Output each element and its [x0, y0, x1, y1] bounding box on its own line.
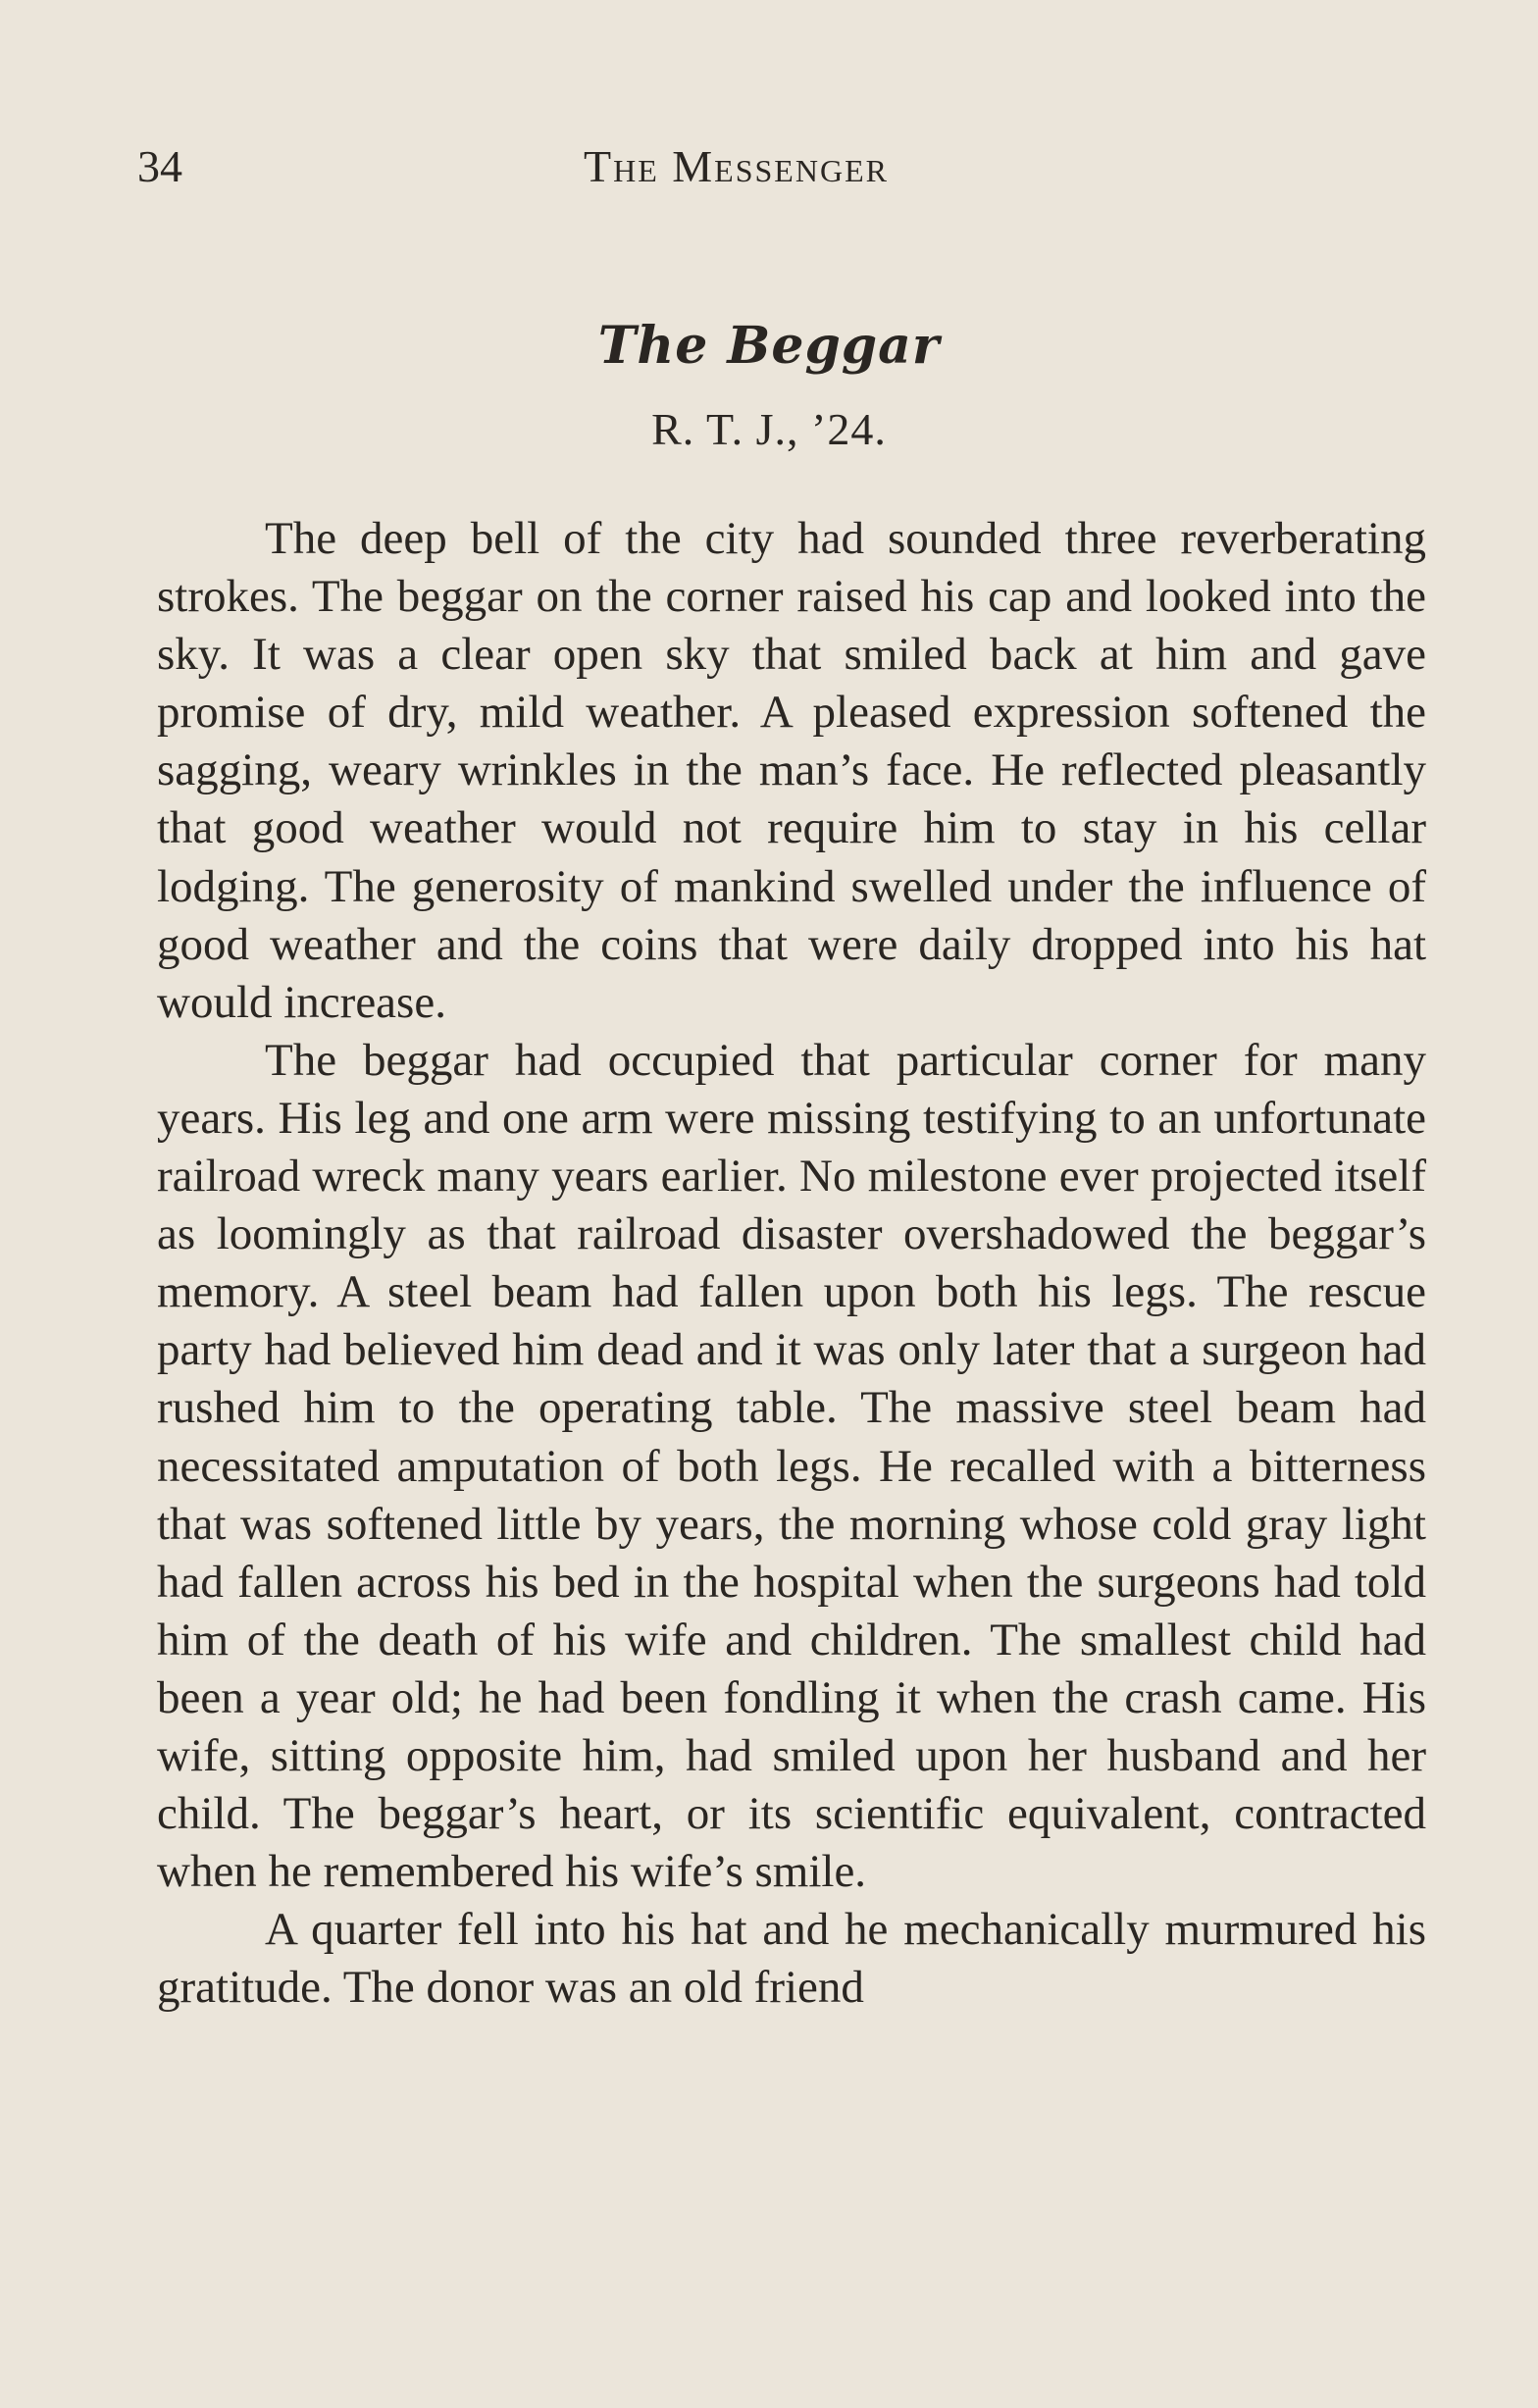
paragraph-1: The deep bell of the city had sounded three reverberating strokes. The beggar on the corner raised his cap and looked into the sky. It was a clear open sky that smiled back at him and gave promise of dry, mild weather. A pleased expression softened the sagging, weary wrinkles in the man’s face. He reflected pleasantly that good weather would not require him to stay in his cellar lodging. The generosity of mankind swelled under the influence of good weather and the coins that were daily dropped into his hat would increase. — [157, 513, 1426, 1028]
paragraph-2: The beggar had occupied that particular corner for many years. His leg and one arm were missing testifying to an unfortunate railroad wreck many years earlier. No milestone ever projected itself as loomingly as that railroad disaster overshadowed the beggar’s memory. A steel beam had fallen upon both his legs. The rescue party had believed him dead and it was only later that a surgeon had rushed him to the operating table. The massive steel beam had necessitated amputation of both legs. He recalled with a bitterness that was softened little by years, the morning whose cold gray light had fallen across his bed in the hospital when the surgeons had told him of the death of his wife and children. The smallest child had been a year old; he had been fondling it when the crash came. His wife, sitting opposite him, had smiled upon her husband and her child. The beggar’s heart, or its scientific equivalent, contracted when he remembered his wife’s smile. — [157, 1034, 1426, 1898]
running-head — [137, 137, 1432, 196]
article-byline: R. T. J., ’24. — [651, 404, 887, 454]
paragraph-3: A quarter fell into his hat and he mechanically murmured his gratitude. The donor was an old friend — [157, 1904, 1426, 2014]
article-title: The Beggar — [597, 316, 941, 376]
page-number: 34 — [137, 141, 182, 191]
article-body — [157, 510, 1426, 2017]
journal-title: The Messenger — [584, 141, 889, 191]
